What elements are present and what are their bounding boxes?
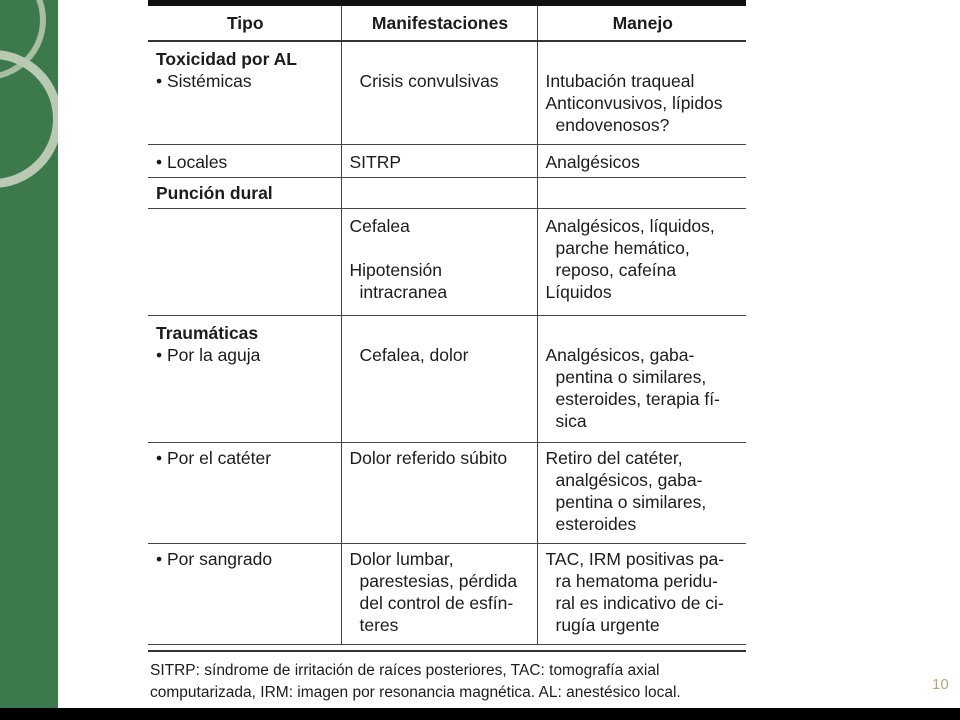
header-manifestaciones: Manifestaciones: [341, 6, 537, 41]
bottom-bar: [0, 708, 960, 720]
manifestaciones-cell: [341, 41, 537, 145]
cell-line: • Por la aguja: [156, 345, 261, 365]
complications-table-figure: [148, 0, 746, 704]
manejo-cell: [537, 209, 746, 316]
cell-line: Anticonvusivos, lípidos: [545, 93, 723, 113]
cell-line: [156, 215, 335, 237]
cell-line: [546, 182, 741, 204]
manejo-cell: [537, 41, 746, 145]
manifestaciones-cell: [341, 178, 537, 209]
footnote-line: computarizada, IRM: imagen por resonancia magnética. AL: anestésico local.: [150, 684, 681, 701]
cell-line: SITRP: [349, 152, 402, 172]
cell-line: teres: [359, 615, 399, 635]
tipo-cell: [148, 443, 341, 544]
page-number: 10: [932, 676, 949, 693]
tipo-cell: [148, 316, 341, 443]
cell-line: Toxicidad por AL: [156, 49, 297, 69]
cell-line: Traumáticas: [156, 323, 259, 343]
manejo-cell: [537, 443, 746, 544]
cell-line: [350, 237, 531, 259]
cell-line: sica: [555, 411, 587, 431]
table-row: [148, 209, 746, 316]
slide-sidebar: [0, 0, 58, 708]
cell-line: del control de esfín-: [359, 593, 514, 613]
manifestaciones-cell: [341, 316, 537, 443]
header-manejo: Manejo: [537, 6, 746, 41]
header-tipo: Tipo: [148, 6, 341, 41]
cell-line: Crisis convulsivas: [359, 71, 499, 91]
cell-line: parestesias, pérdida: [359, 571, 518, 591]
manifestaciones-cell: [341, 145, 537, 178]
table-row: [148, 178, 746, 209]
table-footnote: [148, 652, 746, 704]
cell-line: rugía urgente: [555, 615, 660, 635]
decorative-ring: [0, 50, 58, 188]
manifestaciones-cell: [341, 443, 537, 544]
tipo-cell: [148, 41, 341, 145]
cell-line: Analgésicos, gaba-: [545, 345, 695, 365]
tipo-cell: [148, 544, 341, 645]
manejo-cell: [537, 316, 746, 443]
cell-line: Intubación traqueal: [545, 71, 695, 91]
cell-line: intracranea: [359, 282, 448, 302]
cell-line: pentina o similares,: [555, 492, 707, 512]
cell-line: Analgésicos: [545, 152, 640, 172]
tipo-cell: [148, 178, 341, 209]
table-row: [148, 41, 746, 145]
cell-line: Hipotensión: [349, 260, 442, 280]
cell-line: TAC, IRM positivas pa-: [545, 549, 725, 569]
cell-line: Retiro del catéter,: [545, 448, 683, 468]
cell-line: ra hematoma peridu-: [555, 571, 718, 591]
cell-line: Cefalea: [349, 216, 410, 236]
cell-line: pentina o similares,: [555, 367, 707, 387]
cell-line: Líquidos: [545, 282, 612, 302]
cell-line: [546, 48, 741, 70]
cell-line: [546, 322, 741, 344]
tipo-cell: [148, 209, 341, 316]
manifestaciones-cell: [341, 209, 537, 316]
cell-line: Cefalea, dolor: [359, 345, 469, 365]
cell-line: [350, 182, 531, 204]
cell-line: ral es indicativo de ci-: [555, 593, 724, 613]
table-header-row: [148, 6, 746, 41]
table-row: [148, 443, 746, 544]
complications-table: [148, 6, 746, 645]
cell-line: Dolor referido súbito: [349, 448, 508, 468]
table-row: [148, 544, 746, 645]
cell-line: esteroides: [555, 514, 637, 534]
cell-line: [350, 322, 531, 344]
table-row: [148, 316, 746, 443]
cell-line: endovenosos?: [555, 115, 670, 135]
cell-line: reposo, cafeína: [555, 260, 677, 280]
cell-line: parche hemático,: [555, 238, 690, 258]
cell-line: • Locales: [156, 152, 228, 172]
cell-line: • Por sangrado: [156, 549, 273, 569]
tipo-cell: [148, 145, 341, 178]
cell-line: • Por el catéter: [156, 448, 272, 468]
cell-line: Dolor lumbar,: [349, 549, 454, 569]
cell-line: Punción dural: [156, 183, 273, 203]
manejo-cell: [537, 145, 746, 178]
manejo-cell: [537, 178, 746, 209]
cell-line: • Sistémicas: [156, 71, 252, 91]
footnote-line: SITRP: síndrome de irritación de raíces posteriores, TAC: tomografía axial: [150, 662, 660, 679]
manifestaciones-cell: [341, 544, 537, 645]
manejo-cell: [537, 544, 746, 645]
cell-line: esteroides, terapia fí-: [555, 389, 720, 409]
cell-line: Analgésicos, líquidos,: [545, 216, 715, 236]
cell-line: analgésicos, gaba-: [555, 470, 703, 490]
cell-line: [350, 48, 531, 70]
table-row: [148, 145, 746, 178]
